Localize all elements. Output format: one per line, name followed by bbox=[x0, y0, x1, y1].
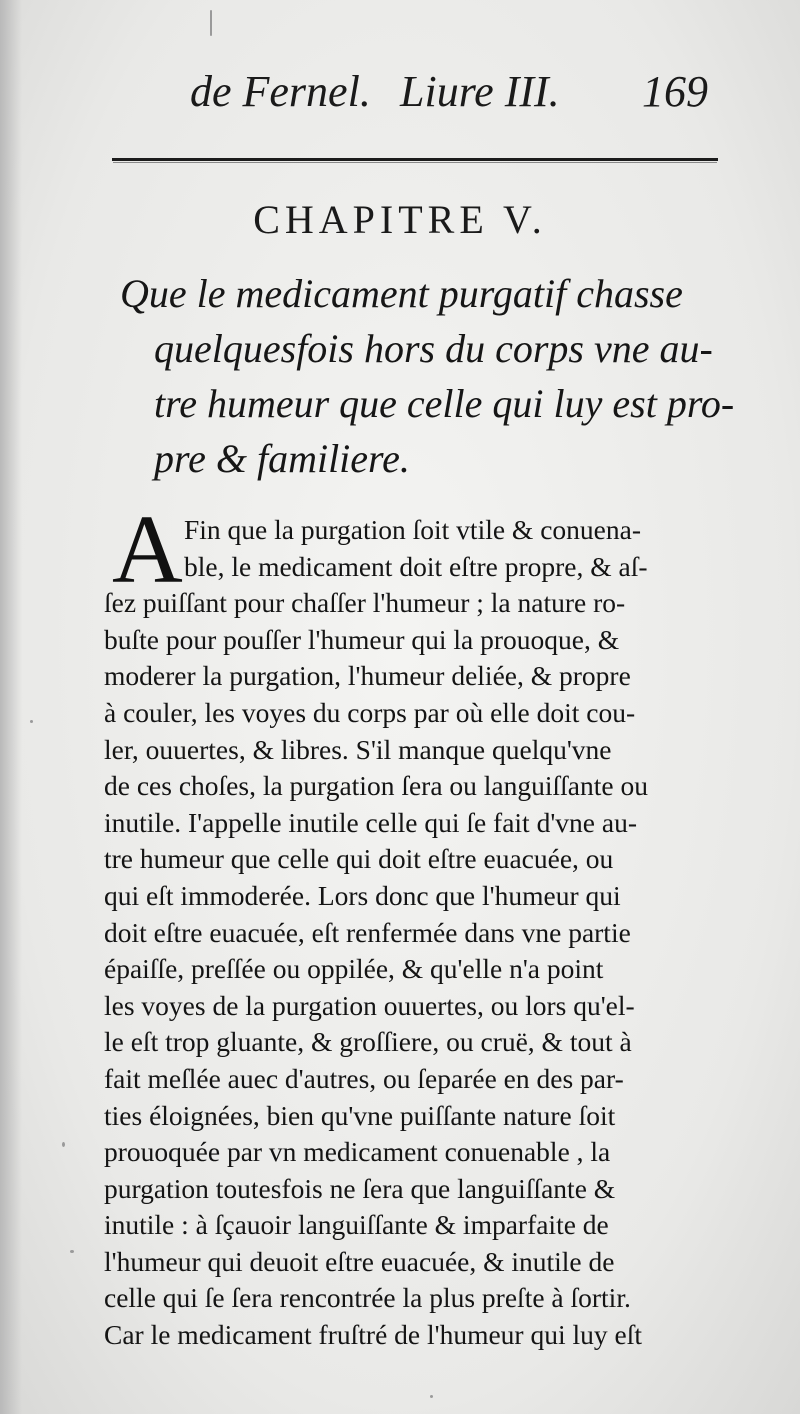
body-line: de ces choſes, la purgation ſera ou languiſſante ou bbox=[104, 770, 648, 802]
body-line: épaiſſe, preſſée ou oppilée, & qu'elle n'a point bbox=[104, 953, 604, 985]
drop-cap: A bbox=[112, 496, 183, 604]
chapter-title: CHAPITRE V. bbox=[253, 197, 547, 242]
body-line: ties éloignées, bien qu'vne puiſſante nature ſoit bbox=[104, 1099, 616, 1131]
running-head-book: Liure III. bbox=[400, 67, 560, 116]
body-line: ler, ouuertes, & libres. S'il manque quelqu'vne bbox=[104, 733, 612, 765]
body-line: fait meſlée auec d'autres, ou ſeparée en des par- bbox=[104, 1062, 624, 1094]
body-line: moderer la purgation, l'humeur deliée, & propre bbox=[104, 660, 631, 692]
running-head-author: de Fernel. bbox=[190, 67, 371, 116]
body-line: inutile. I'appelle inutile celle qui ſe fait d'vne au- bbox=[104, 806, 637, 838]
paper-speck bbox=[70, 1250, 74, 1253]
body-line: purgation toutesfois ne ſera que languiſſante & bbox=[104, 1172, 616, 1204]
paper-speck bbox=[62, 1142, 65, 1147]
page-number: 169 bbox=[642, 67, 708, 116]
body-line: ſez puiſſant pour chaſſer l'humeur ; la nature ro- bbox=[104, 587, 626, 619]
subtitle-line: quelquesfois hors du corps vne au- bbox=[154, 326, 713, 371]
body-line: ble, le medicament doit eſtre propre, & aſ- bbox=[184, 550, 648, 582]
body-line: à couler, les voyes du corps par où elle doit cou- bbox=[104, 696, 636, 728]
running-head bbox=[0, 66, 800, 126]
body-line: Car le medicament fruſtré de l'humeur qui luy eſt bbox=[104, 1319, 642, 1351]
body-line: inutile : à ſçauoir languiſſante & imparfaite de bbox=[104, 1209, 609, 1241]
body-line: prouoquée par vn medicament conuenable , la bbox=[104, 1136, 611, 1168]
body-line: les voyes de la purgation ouuertes, ou lors qu'el- bbox=[104, 989, 635, 1021]
paper-speck bbox=[210, 10, 212, 36]
body-line: qui eſt immoderée. Lors donc que l'humeur qui bbox=[104, 879, 621, 911]
body-line: celle qui ſe ſera rencontrée la plus preſte à ſortir. bbox=[104, 1282, 631, 1314]
paper-speck bbox=[430, 1395, 433, 1398]
header-rule bbox=[112, 158, 718, 161]
body-line: Fin que la purgation ſoit vtile & conuena- bbox=[184, 514, 641, 545]
paper-speck bbox=[30, 720, 33, 723]
subtitle-line: pre & familiere. bbox=[154, 436, 410, 481]
subtitle-line: tre humeur que celle qui luy est pro- bbox=[154, 381, 735, 426]
body-line: l'humeur qui deuoit eſtre euacuée, & inutile de bbox=[104, 1245, 615, 1277]
body-line: doit eſtre euacuée, eſt renfermée dans vne partie bbox=[104, 916, 631, 948]
subtitle-line: Que le medicament purgatif chasse bbox=[120, 271, 683, 316]
body-line: tre humeur que celle qui doit eſtre euacuée, ou bbox=[104, 843, 614, 875]
chapter-subtitle bbox=[120, 266, 740, 486]
body-line: le eſt trop gluante, & groſſiere, ou cruë, & tout à bbox=[104, 1026, 632, 1058]
body-text bbox=[104, 496, 744, 1354]
body-line: buſte pour pouſſer l'humeur qui la prouoque, & bbox=[104, 623, 620, 655]
